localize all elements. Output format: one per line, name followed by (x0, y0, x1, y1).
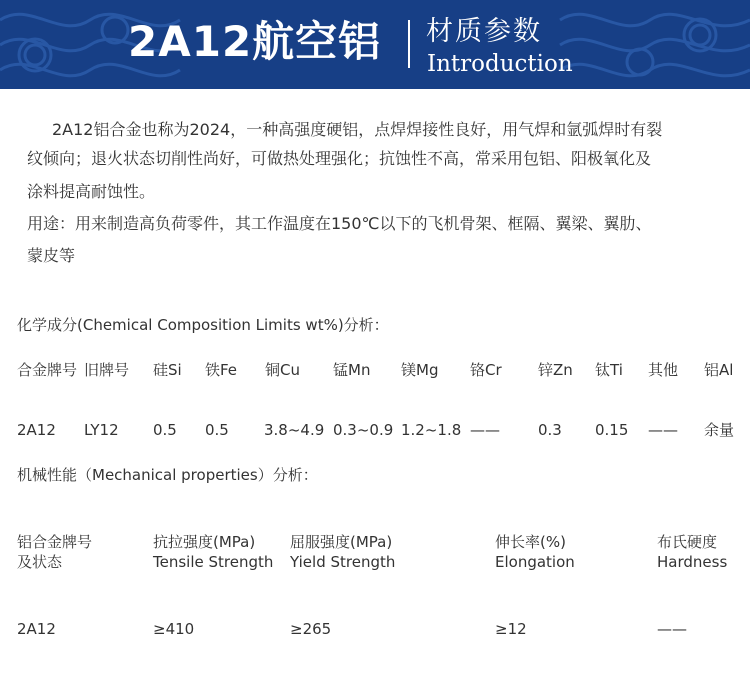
chem-cell: 0.3~0.9 (333, 421, 394, 439)
mech-header-en: 及状态 (17, 553, 63, 571)
mech-header-cn: 屈服强度(MPa) (290, 533, 393, 551)
chem-cell: 1.2~1.8 (401, 421, 462, 439)
mech-cell: ≥12 (495, 620, 527, 638)
chem-header: 旧牌号 (84, 361, 130, 379)
chem-header: 铁Fe (205, 361, 238, 379)
banner-subtitle-cn: 材质参数 (426, 16, 542, 47)
chem-header: 锌Zn (538, 361, 573, 379)
header-banner (0, 0, 750, 89)
chem-header: 钛Ti (595, 361, 623, 379)
intro-line-2: 纹倾向；退火状态切削性尚好，可做热处理强化；抗蚀性不高，常采用包铝、阳极氧化及 (27, 149, 652, 168)
mech-cell: ≥265 (290, 620, 332, 638)
chem-header: 铜Cu (265, 361, 300, 379)
chem-cell: 0.5 (153, 421, 177, 439)
chem-cell: 0.15 (595, 421, 629, 439)
chem-cell: 0.3 (538, 421, 562, 439)
chem-section-title: 化学成分(Chemical Composition Limits wt%)分析： (17, 316, 389, 334)
mech-cell: 2A12 (17, 620, 56, 638)
banner-title: 2A12航空铝 (128, 17, 382, 66)
mech-header-cn: 抗拉强度(MPa) (153, 533, 256, 551)
mech-header-en: Tensile Strength (153, 553, 274, 571)
mech-header-cn: 铝合金牌号 (17, 533, 93, 551)
chem-header: 锰Mn (333, 361, 371, 379)
chem-cell: —— (648, 421, 678, 439)
intro-line-3: 涂料提高耐蚀性。 (27, 182, 156, 201)
mech-header-cn: 布氏硬度 (657, 533, 718, 551)
usage-line-1: 用途：用来制造高负荷零件，其工作温度在150℃以下的飞机骨架、框隔、翼梁、翼肋、 (27, 214, 652, 233)
chem-header: 硅Si (153, 361, 182, 379)
mech-header-en: Hardness (657, 553, 728, 571)
intro-line-1: 2A12铝合金也称为2024，一种高强度硬铝，点焊焊接性良好，用气焊和氩弧焊时有裂 (52, 120, 663, 139)
chem-cell: LY12 (84, 421, 119, 439)
chem-cell: 0.5 (205, 421, 229, 439)
chem-cell: —— (470, 421, 500, 439)
chem-cell: 3.8~4.9 (264, 421, 325, 439)
mech-header-cn: 伸长率(%) (495, 533, 566, 551)
mech-header-en: Yield Strength (290, 553, 396, 571)
chem-cell: 余量 (704, 421, 735, 439)
mech-cell: —— (657, 620, 687, 638)
chem-header: 合金牌号 (17, 361, 78, 379)
mech-header-en: Elongation (495, 553, 575, 571)
chem-header: 铬Cr (470, 361, 502, 379)
chem-header: 其他 (648, 361, 679, 379)
chem-header: 镁Mg (401, 361, 439, 379)
mech-section-title: 机械性能（Mechanical properties）分析： (17, 466, 318, 484)
usage-line-2: 蒙皮等 (27, 246, 76, 265)
chem-header: 铝Al (704, 361, 734, 379)
banner-subtitle-en: Introduction (427, 51, 573, 77)
chem-cell: 2A12 (17, 421, 56, 439)
banner-divider (408, 20, 410, 68)
mech-cell: ≥410 (153, 620, 195, 638)
